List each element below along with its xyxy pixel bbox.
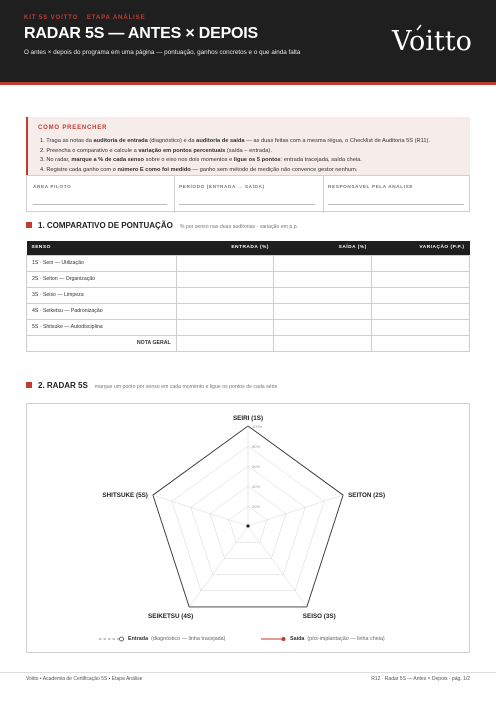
variacao-cell[interactable] [372, 255, 470, 271]
variacao-cell[interactable] [372, 287, 470, 303]
legend-entrada-label: Entrada [128, 636, 149, 642]
total-entrada-cell[interactable] [176, 335, 274, 351]
solid-line-icon [261, 636, 287, 642]
instructions-list [40, 137, 464, 176]
entrada-cell[interactable] [176, 319, 274, 335]
entrada-cell[interactable] [176, 287, 274, 303]
radar-tick-label: 20% [252, 504, 261, 509]
legend-saida [261, 636, 385, 642]
radar-spoke [248, 526, 307, 607]
entrada-cell[interactable] [176, 271, 274, 287]
radar-tick-label: 80% [252, 444, 261, 449]
entrada-cell[interactable] [176, 303, 274, 319]
total-label: NOTA GERAL [27, 335, 177, 351]
col-entrada: ENTRADA (%) [176, 241, 274, 255]
kicker [24, 15, 146, 21]
section-2-heading [26, 381, 277, 390]
page-title: RADAR 5S — ANTES × DEPOIS [24, 25, 259, 42]
header-fields [26, 175, 470, 212]
score-table [26, 241, 470, 352]
instruction-item: 2. Preencha o comparativo e calcule a variação em pontos percentuais (saída − entrada). [40, 147, 272, 154]
page-subtitle: O antes × depois do programa em uma página — pontuação, ganhos concretos e o que ainda falta [24, 49, 301, 56]
saida-cell[interactable] [274, 287, 372, 303]
senso-label: 1S · Seiri — Utilização [27, 255, 177, 271]
table-row [27, 255, 470, 271]
section-1-heading [26, 221, 298, 230]
footer-left: Voitto • Academia de Certificação 5S • Etapa Análise [26, 676, 143, 682]
saida-cell[interactable] [274, 303, 372, 319]
senso-label: 3S · Seiso — Limpeza [27, 287, 177, 303]
radar-axis-label: SHITSUKE (5S) [102, 492, 148, 500]
period-label: PERÍODO (ENTRADA → SAÍDA) [179, 184, 265, 189]
kicker-stage: ETAPA ANÁLISE [86, 15, 146, 21]
legend [27, 632, 471, 654]
area-label: ÁREA PILOTO [33, 184, 72, 189]
responsible-field[interactable] [328, 204, 464, 205]
table-row [27, 303, 470, 319]
section-1-title: 1. COMPARATIVO DE PONTUAÇÃO [38, 221, 173, 230]
saida-cell[interactable] [274, 255, 372, 271]
total-saida-cell[interactable] [274, 335, 372, 351]
saida-cell[interactable] [274, 319, 372, 335]
radar-axis-label: SEITON (2S) [348, 492, 386, 500]
radar-ticks [252, 424, 263, 509]
variacao-cell[interactable] [372, 271, 470, 287]
radar-center-dot [246, 524, 249, 527]
radar-axis-label: SEIRI (1S) [232, 415, 264, 422]
variacao-cell[interactable] [372, 319, 470, 335]
senso-label: 4S · Seiketsu — Padronização [27, 303, 177, 319]
senso-label: 2S · Seiton — Organização [27, 271, 177, 287]
radar-spoke [189, 526, 248, 607]
header-accent-bar [0, 82, 496, 85]
area-field[interactable] [33, 204, 167, 205]
col-variacao: VARIAÇÃO (P.P.) [372, 241, 470, 255]
section-2-note: marque um ponto por senso em cada momento e ligue os pontos de cada série [94, 384, 278, 390]
saida-cell[interactable] [274, 271, 372, 287]
legend-saida-label: Saída [290, 636, 305, 642]
radar-tick-label: 60% [252, 464, 261, 469]
instruction-item: 1. Traga as notas da auditoria de entrada (diagnóstico) e da auditoria de saída — as duas feitas com a mesma régua, o Checklist de Auditoria 5S (R11). [40, 138, 430, 144]
col-saida: SAÍDA (%) [274, 241, 372, 255]
logo-text: Voitto [392, 26, 472, 57]
instruction-item: 4. Registre cada ganho com o número E como foi medido — ganho sem método de medição não convence gestor nenhum. [40, 167, 358, 174]
radar-chart[interactable] [27, 404, 471, 632]
kicker-kit: KIT 5S VOITTO [24, 15, 79, 21]
radar-spoke [248, 495, 343, 526]
period-field[interactable] [179, 204, 315, 205]
total-variacao-cell[interactable] [372, 335, 470, 351]
footer-divider [0, 672, 496, 673]
section-1-note: % por senso nas duas auditorias · variação em p.p. [179, 224, 299, 230]
voitto-logo [390, 22, 480, 62]
responsible-label: RESPONSÁVEL PELA ANÁLISE [328, 184, 414, 189]
section-marker [26, 222, 32, 228]
instruction-item: 3. No radar, marque a % de cada senso sobre o eixo nos dois momentos e ligue os 5 pontos: entrada tracejada, saída cheia. [40, 157, 362, 164]
variacao-cell[interactable] [372, 303, 470, 319]
senso-label: 5S · Shitsuke — Autodisciplina [27, 319, 177, 335]
table-row [27, 271, 470, 287]
radar-spokes [153, 426, 343, 607]
total-row [27, 335, 470, 351]
radar-tick-label: 100% [252, 424, 263, 429]
table-row [27, 319, 470, 335]
radar-spoke [153, 495, 248, 526]
page-header [0, 0, 496, 82]
table-row [27, 287, 470, 303]
legend-entrada-note: (diagnóstico — linha tracejada) [151, 636, 226, 642]
footer-right: R12 · Radar 5S — Antes × Depois · pág. 1/2 [371, 676, 470, 682]
legend-saida-note: (pós-implantação — linha cheia) [307, 636, 385, 642]
radar-axis-labels [102, 415, 385, 620]
radar-box [26, 403, 470, 653]
radar-tick-label: 40% [252, 484, 261, 489]
section-marker [26, 382, 32, 388]
entrada-cell[interactable] [176, 255, 274, 271]
table-header-row [27, 241, 470, 255]
col-senso: SENSO [27, 241, 177, 255]
instructions-title: COMO PREENCHER [38, 125, 108, 131]
section-2-title: 2. RADAR 5S [38, 381, 88, 390]
radar-axis-label: SEISO (3S) [302, 612, 336, 620]
radar-axis-label: SEIKETSU (4S) [148, 612, 194, 620]
dashed-line-icon [99, 636, 125, 642]
legend-entrada [99, 636, 225, 642]
